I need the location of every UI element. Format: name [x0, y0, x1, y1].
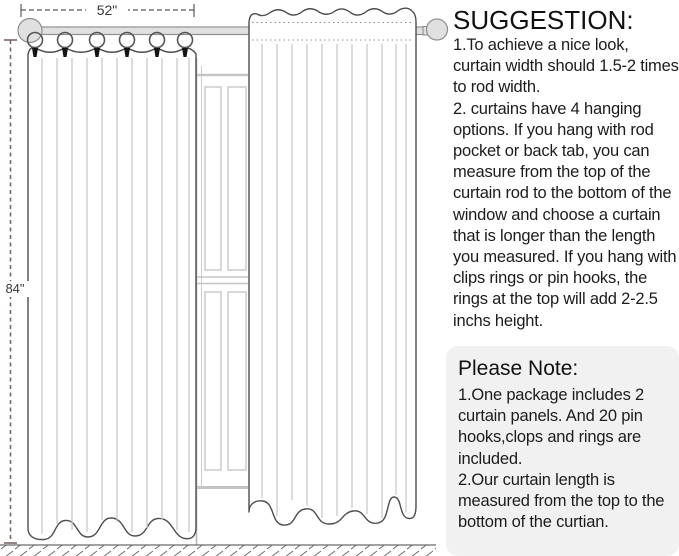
left-curtain-panel [28, 47, 196, 539]
right-curtain-panel [249, 8, 416, 525]
suggestion-item-2: 2. curtains have 4 hanging options. If you hang with rod pocket or back tab, you can measure from the top of the curtain rod to the bottom of the window and choose a curtain that is longer than the length you measured. If you hang with clips rings or pin hooks, the rings at the top will add 2-2.5 inchs height. [453, 99, 677, 330]
please-note-item-2: 2.Our curtain length is measured from the top to the bottom of the curtian. [458, 470, 665, 532]
suggestion-item-1: 1.To achieve a nice look, curtain width should 1.5-2 times to rod width. [453, 36, 679, 97]
rod-finial-left [18, 19, 42, 43]
please-note-title: Please Note: [458, 357, 579, 380]
rod-width-label: 52" [86, 2, 128, 18]
please-note-item-1: 1.One package includes 2 curtain panels. And 20 pin hooks,clops and rings are included. [458, 386, 644, 468]
suggestion-title: SUGGESTION: [453, 5, 634, 35]
rod-finial-right [427, 19, 448, 40]
please-note-box [446, 346, 679, 556]
window [196, 58, 248, 545]
floor [0, 545, 436, 556]
curtain-length-label: 84" [0, 281, 30, 297]
suggestion-section [453, 5, 679, 332]
